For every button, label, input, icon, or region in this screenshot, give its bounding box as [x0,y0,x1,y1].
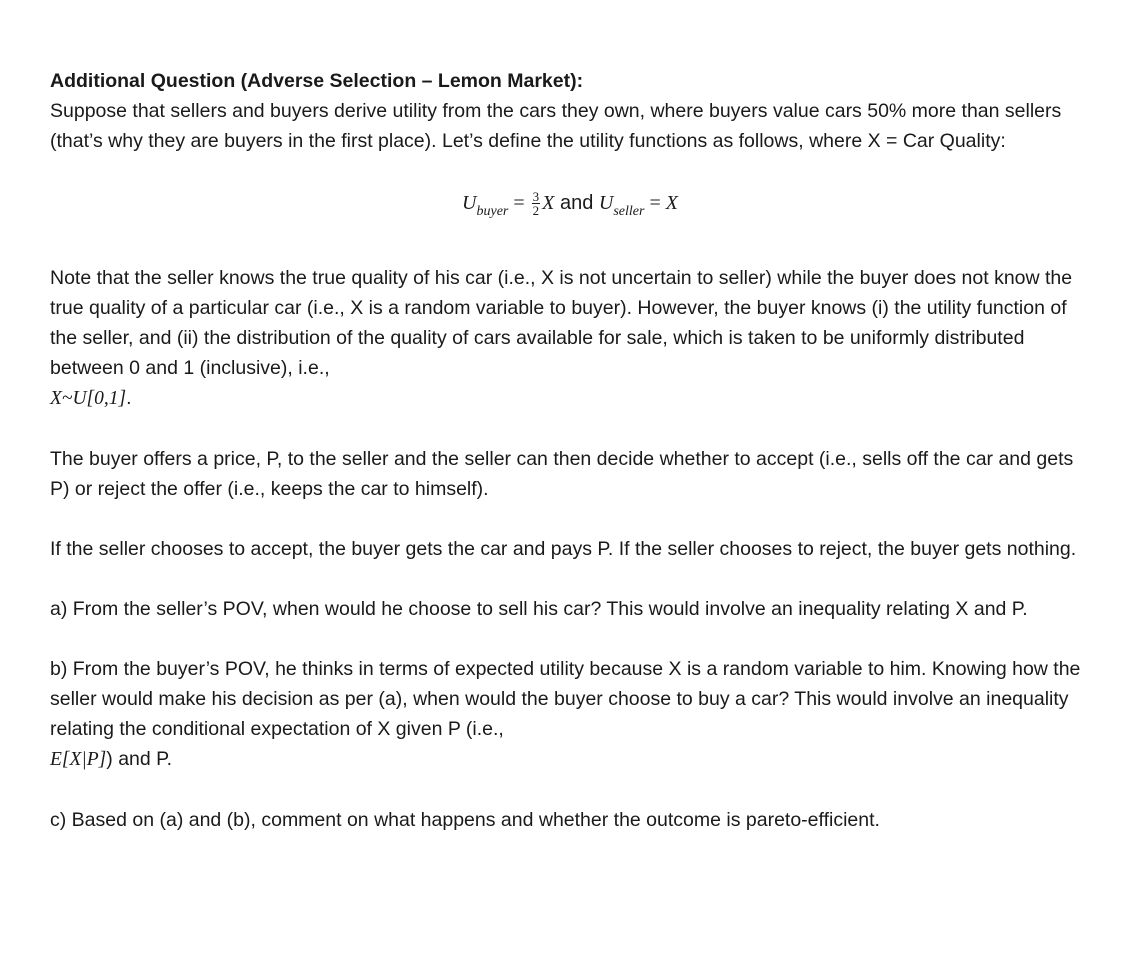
note-text: Note that the seller knows the true quality of his car (i.e., X is not uncertain to seller) while the buyer does not know the true quality of a particular car (i.e., X is a random variable to buyer). However, the buyer knows (i) the utility function of the seller, and (ii) the distribution of the quality of cars available for sale, which is taken to be uniformly distributed between 0 and 1 (inclusive), i.e., [50,267,1073,379]
x-variable-2: X [665,192,678,214]
uniform-distribution-math: X~U[0,1] [50,388,127,409]
question-c: c) Based on (a) and (b), comment on what happens and whether the outcome is pareto-efficient. [50,809,880,831]
fraction-numerator: 3 [532,189,540,205]
question-b [50,654,1090,775]
conditional-expectation-math: E[X|P] [50,749,107,770]
and-word: and [554,192,599,214]
document-body [50,66,1090,835]
note-end: . [126,387,132,409]
question-heading: Additional Question (Adverse Selection – Lemon Market): [50,70,584,92]
equals-sign-2: = [644,192,666,214]
seller-subscript: seller [613,204,645,219]
fraction-three-halves [532,190,541,217]
outcome-paragraph: If the seller chooses to accept, the buyer gets the car and pays P. If the seller chooses to reject, the buyer gets nothing. [50,538,1077,560]
intro-paragraph: Suppose that sellers and buyers derive utility from the cars they own, where buyers value cars 50% more than sellers (that’s why they are buyers in the first place). Let’s define the utility functions as follows, where X = Car Quality: [50,100,1062,152]
question-b-end: ) and P. [106,748,173,770]
utility-equation [50,186,1090,229]
x-variable-1: X [542,192,555,214]
u-seller-symbol: U [598,192,614,214]
u-buyer-symbol: U [462,192,477,214]
buyer-subscript: buyer [476,204,509,219]
question-a: a) From the seller’s POV, when would he choose to sell his car? This would involve an inequality relating X and P. [50,598,1028,620]
note-paragraph [50,263,1090,414]
equals-sign-1: = [508,192,530,214]
question-b-text: b) From the buyer’s POV, he thinks in terms of expected utility because X is a random variable to him. Knowing how the seller would make his decision as per (a), when would the buyer choose to buy a car? This would involve an inequality relating the conditional expectation of X given P (i.e., [50,658,1081,740]
fraction-denominator: 2 [532,203,540,219]
offer-paragraph: The buyer offers a price, P, to the seller and the seller can then decide whether to accept (i.e., sells off the car and gets P) or reject the offer (i.e., keeps the car to himself). [50,448,1074,500]
